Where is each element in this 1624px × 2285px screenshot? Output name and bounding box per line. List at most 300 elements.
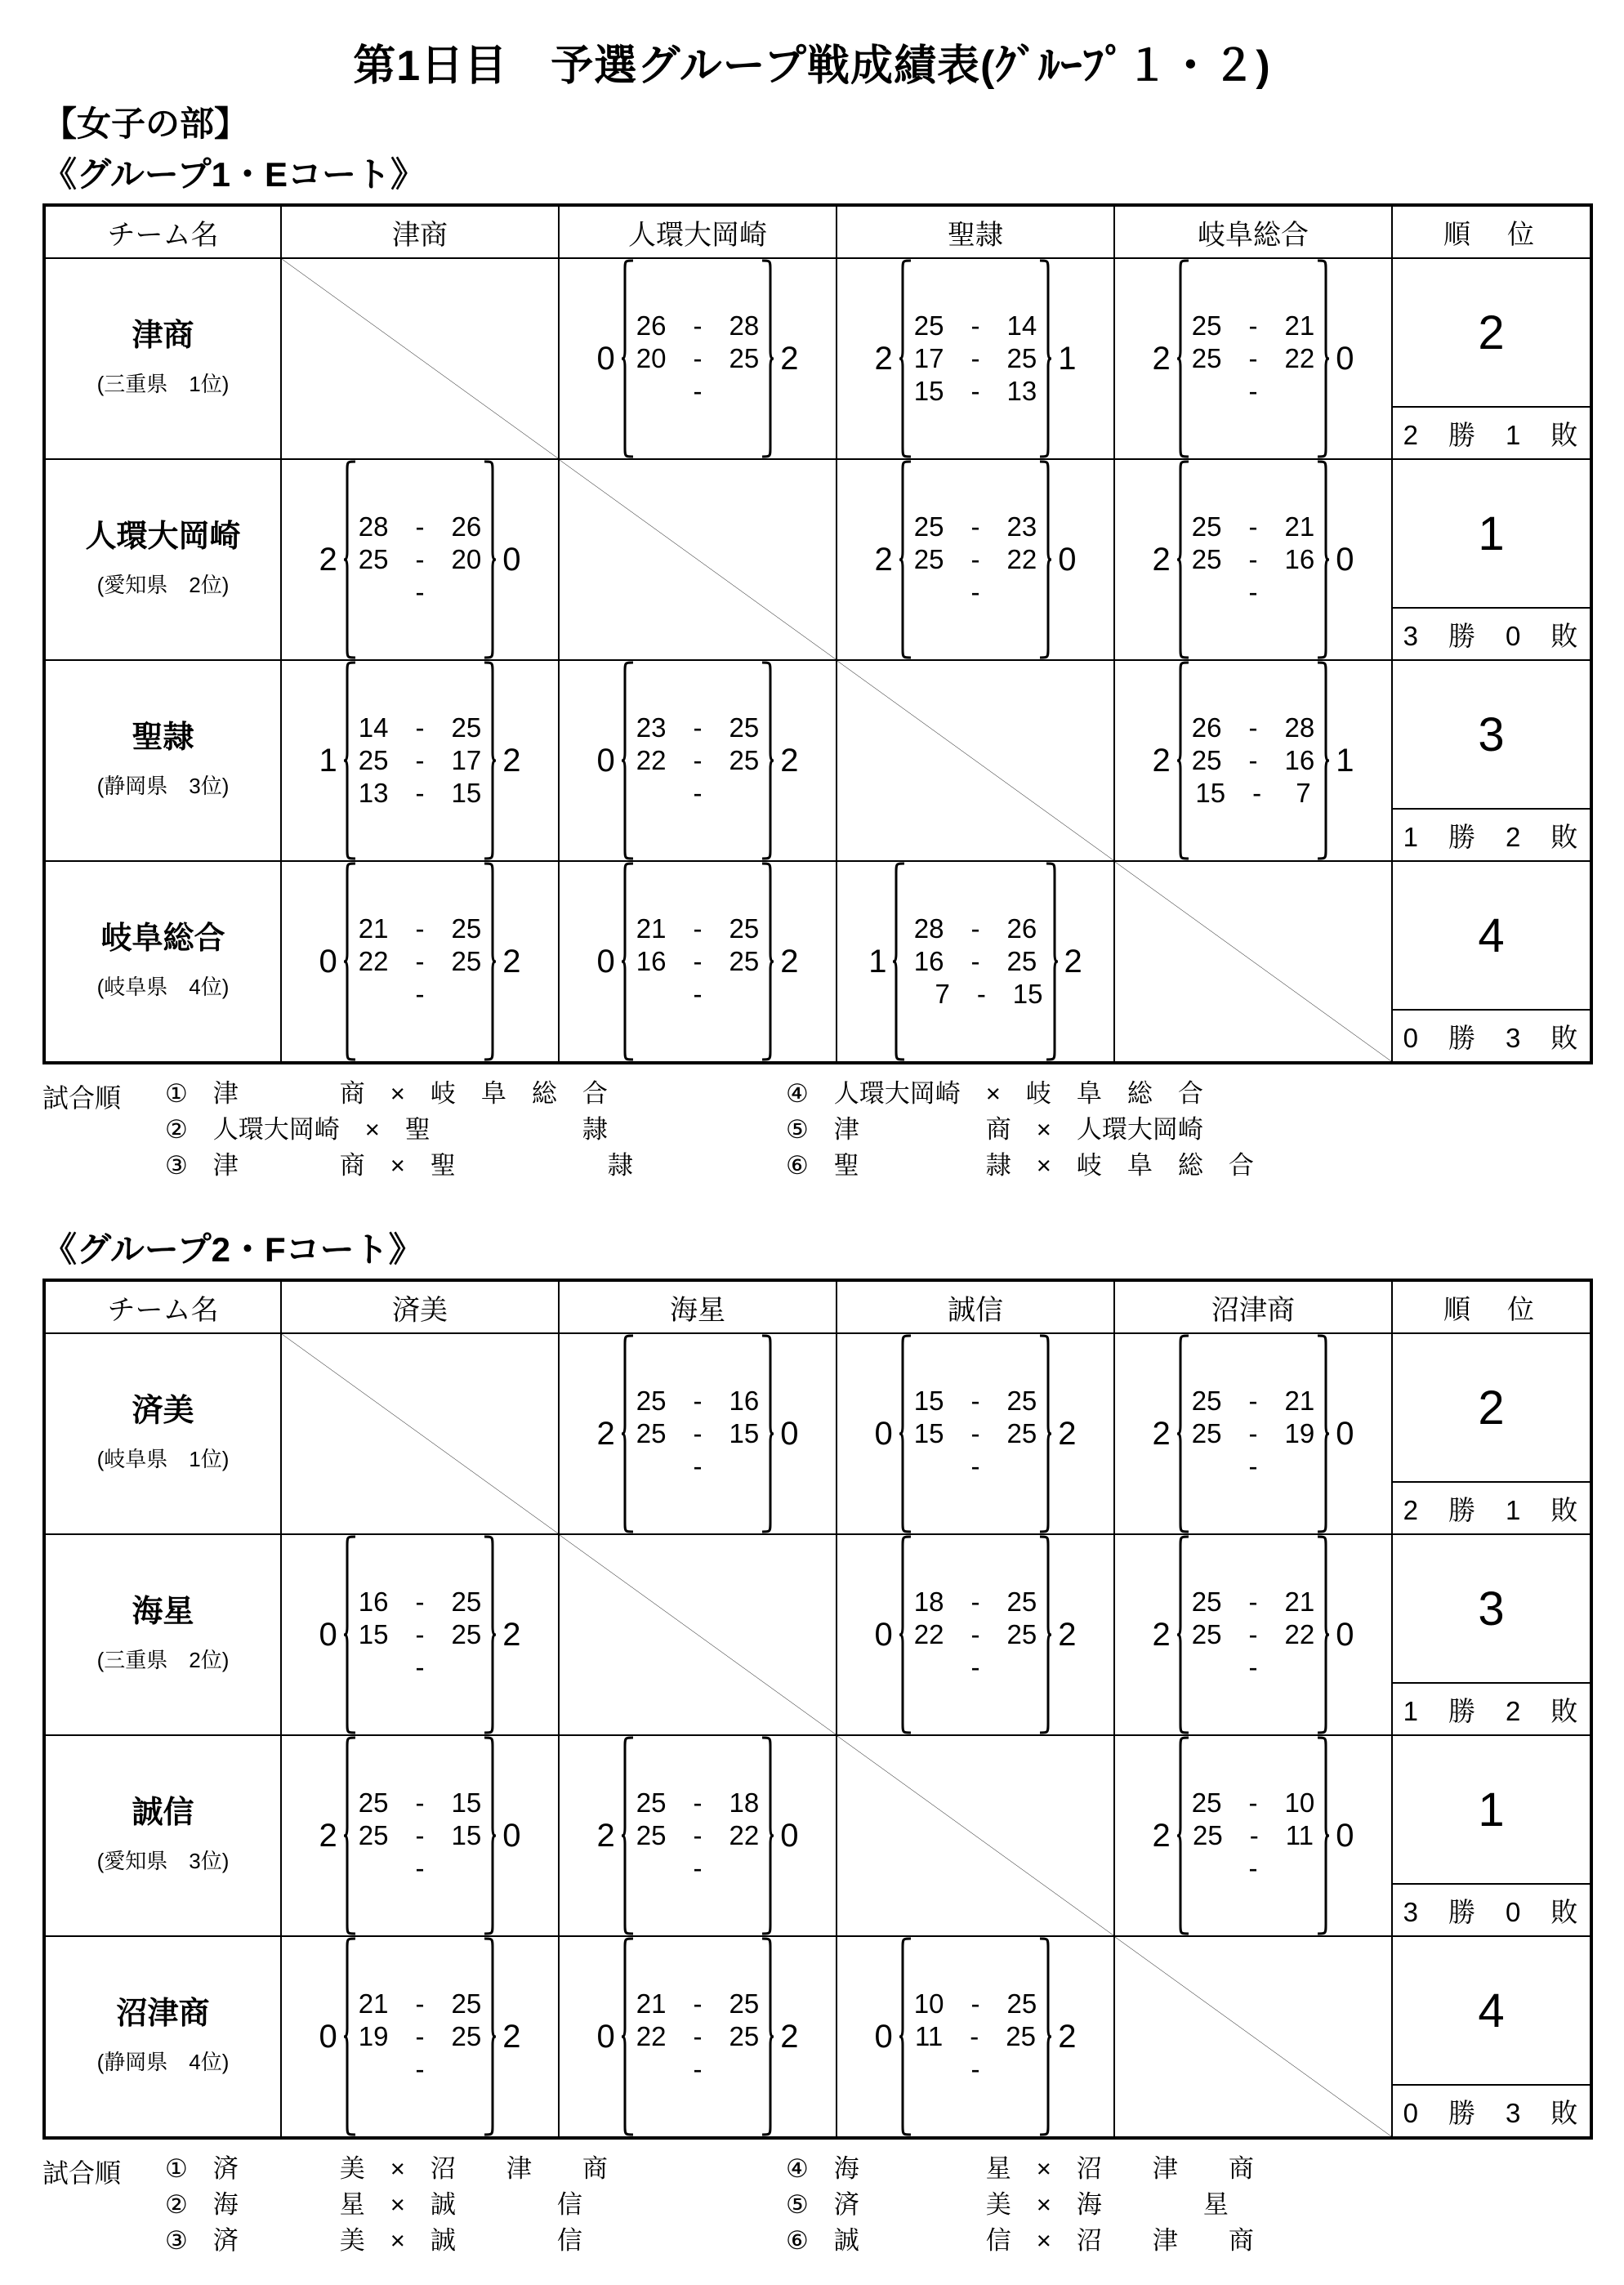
bracket-right-icon	[761, 1736, 775, 1935]
set-score-line: 22 - 25	[636, 2020, 760, 2051]
set-score-line: -	[917, 577, 1034, 608]
set-score-line: -	[361, 979, 479, 1010]
set-score-line: 16 - 25	[636, 945, 760, 976]
set-score-line: 16 - 25	[358, 1586, 482, 1617]
set-scores	[1190, 661, 1316, 860]
set-score-line: 21 - 25	[636, 1988, 760, 2019]
rank-number: 1	[1393, 1736, 1590, 1885]
set-score-line: 25 - 21	[1191, 1385, 1315, 1416]
sets-won-away: 0	[1336, 1818, 1354, 1854]
set-scores	[357, 1736, 483, 1935]
match-result-cell	[281, 1534, 559, 1735]
match-result-cell	[559, 660, 837, 861]
set-score-line: 25 - 16	[636, 1385, 760, 1416]
sets-won-away: 0	[1336, 1416, 1354, 1453]
set-score-line: 19 - 25	[358, 2020, 482, 2051]
match-order-item: ③ 津 商 × 聖 隷	[165, 1151, 633, 1180]
set-score-line: 25 - 23	[913, 511, 1037, 542]
sets-won-away: 0	[1336, 1617, 1354, 1654]
match-order-label: 試合順	[42, 2158, 122, 2189]
set-scores	[1190, 460, 1316, 659]
team-cell	[44, 861, 281, 1063]
team-cell	[44, 459, 281, 660]
bracket-right-icon	[761, 1937, 775, 2136]
group-2-match-order	[42, 2151, 1582, 2259]
sets-won-away: 0	[1058, 542, 1077, 578]
team-prefecture: (愛知県 3位)	[96, 1849, 230, 1874]
set-score-line: 21 - 25	[358, 913, 482, 944]
set-scores	[635, 661, 761, 860]
sets-won-home: 0	[874, 2019, 893, 2055]
team-name: 人環大岡崎	[85, 519, 241, 554]
team-prefecture: (岐阜県 1位)	[96, 1447, 230, 1472]
team-cell	[44, 660, 281, 861]
team-name: 済美	[132, 1393, 194, 1428]
bracket-left-icon	[342, 862, 357, 1061]
bracket-left-icon	[1176, 661, 1190, 860]
team-cell	[44, 1735, 281, 1936]
set-score-line: 17 - 25	[913, 342, 1037, 373]
set-scores	[635, 1937, 761, 2136]
set-scores	[1190, 1736, 1316, 1935]
sets-won-away: 2	[1058, 1416, 1077, 1453]
sets-won-home: 0	[596, 743, 615, 779]
set-scores	[635, 1334, 761, 1533]
match-result-cell	[559, 1333, 837, 1534]
set-scores	[912, 1535, 1038, 1734]
set-scores	[912, 1334, 1038, 1533]
match-order-item: ① 津 商 × 岐 阜 総 合	[165, 1079, 608, 1108]
diagonal-cell	[281, 258, 559, 459]
sets-won-home: 2	[1152, 1818, 1171, 1854]
set-scores	[357, 862, 483, 1061]
bracket-left-icon	[620, 1937, 635, 2136]
header-team: チーム名	[44, 205, 281, 258]
bracket-left-icon	[898, 460, 912, 659]
set-score-line: 26 - 28	[636, 310, 760, 341]
sets-won-away: 2	[502, 2019, 521, 2055]
sets-won-away: 2	[1064, 944, 1082, 980]
set-score-line: 22 - 25	[358, 945, 482, 976]
set-score-line: -	[361, 1853, 479, 1884]
match-result-cell	[837, 1534, 1114, 1735]
sets-won-home: 2	[596, 1818, 615, 1854]
team-name: 海星	[132, 1594, 194, 1629]
bracket-left-icon	[898, 1937, 912, 2136]
bracket-left-icon	[1176, 1334, 1190, 1533]
set-score-line: 23 - 25	[636, 712, 760, 743]
bracket-right-icon	[1038, 460, 1053, 659]
set-scores	[635, 259, 761, 458]
diagonal-cell	[281, 1333, 559, 1534]
match-result-cell	[1114, 459, 1392, 660]
rank-cell	[1392, 1534, 1591, 1735]
match-result-cell	[559, 1936, 837, 2138]
win-loss-record: 1 勝 2 敗	[1403, 1695, 1580, 1726]
set-scores	[357, 661, 483, 860]
sets-won-away: 0	[780, 1416, 799, 1453]
set-score-line: 10 - 25	[913, 1988, 1037, 2019]
team-name: 聖隷	[132, 720, 194, 755]
bracket-right-icon	[1038, 259, 1053, 458]
match-result-cell	[837, 1936, 1114, 2138]
match-order-right	[786, 2151, 1407, 2259]
sets-won-home: 2	[1152, 1617, 1171, 1654]
match-order-left	[165, 2151, 786, 2259]
set-score-line: 25 - 11	[1193, 1819, 1314, 1850]
sets-won-home: 2	[1152, 542, 1171, 578]
win-loss-record: 0 勝 3 敗	[1403, 2097, 1580, 2128]
sets-won-home: 1	[868, 944, 887, 980]
set-score-line: 16 - 25	[913, 945, 1037, 976]
set-score-line: -	[639, 1451, 756, 1482]
rank-cell	[1392, 660, 1591, 861]
set-scores	[1190, 1535, 1316, 1734]
table-row	[44, 459, 1591, 660]
section-label: 【女子の部】	[42, 105, 249, 143]
set-score-line: -	[361, 2054, 479, 2085]
set-score-line: -	[917, 1451, 1034, 1482]
set-score-line: -	[361, 1652, 479, 1683]
set-score-line: 25 - 18	[636, 1787, 760, 1818]
set-scores	[1190, 1334, 1316, 1533]
sets-won-home: 2	[1152, 743, 1171, 779]
diagonal-cell	[1114, 861, 1392, 1063]
set-score-line: 25 - 21	[1191, 1586, 1315, 1617]
set-scores	[635, 1736, 761, 1935]
set-score-line: 25 - 22	[1191, 342, 1315, 373]
set-score-line: -	[639, 979, 756, 1010]
set-score-line: -	[1194, 577, 1312, 608]
sets-won-away: 1	[1336, 743, 1354, 779]
sets-won-away: 2	[502, 743, 521, 779]
match-result-cell	[1114, 1333, 1392, 1534]
bracket-left-icon	[1176, 1736, 1190, 1935]
match-result-cell	[1114, 258, 1392, 459]
group-1-table	[42, 203, 1593, 1064]
sets-won-home: 0	[874, 1617, 893, 1654]
match-order-item: ⑤ 津 商 × 人環大岡崎	[786, 1115, 1203, 1145]
bracket-right-icon	[1038, 1535, 1053, 1734]
sets-won-away: 2	[502, 1617, 521, 1654]
table-row	[44, 258, 1591, 459]
sets-won-away: 0	[1336, 341, 1354, 377]
sets-won-away: 0	[780, 1818, 799, 1854]
set-score-line: 25 - 22	[913, 543, 1037, 574]
bracket-right-icon	[1316, 661, 1331, 860]
table-row	[44, 660, 1591, 861]
match-order-item: ⑥ 誠 信 × 沼 津 商	[786, 2226, 1254, 2256]
group-1-body	[44, 258, 1591, 1063]
win-loss-record: 0 勝 3 敗	[1403, 1022, 1580, 1053]
match-result-cell	[1114, 1534, 1392, 1735]
rank-cell	[1392, 258, 1591, 459]
bracket-left-icon	[342, 1535, 357, 1734]
match-result-cell	[559, 861, 837, 1063]
set-score-line: 15 - 25	[358, 1618, 482, 1649]
table-header-row	[44, 1280, 1591, 1333]
match-result-cell	[559, 1735, 837, 1936]
bracket-right-icon	[483, 661, 497, 860]
match-result-cell	[1114, 1735, 1392, 1936]
set-score-line: 25 - 20	[358, 543, 482, 574]
rank-cell	[1392, 1333, 1591, 1534]
rank-number: 2	[1393, 259, 1590, 408]
set-scores	[357, 460, 483, 659]
team-prefecture: (岐阜県 4位)	[96, 975, 230, 1000]
bracket-right-icon	[1316, 1535, 1331, 1734]
set-score-line: 11 - 25	[915, 2020, 1036, 2051]
bracket-left-icon	[898, 1535, 912, 1734]
set-score-line: 25 - 16	[1191, 744, 1315, 775]
bracket-right-icon	[1045, 862, 1060, 1061]
bracket-left-icon	[620, 1736, 635, 1935]
bracket-right-icon	[761, 862, 775, 1061]
match-order-label: 試合順	[42, 1083, 122, 1113]
set-score-line: 15 - 25	[913, 1417, 1037, 1448]
bracket-left-icon	[891, 862, 906, 1061]
sets-won-away: 0	[1336, 542, 1354, 578]
set-score-line: 15 - 25	[913, 1385, 1037, 1416]
sets-won-away: 2	[502, 944, 521, 980]
table-row	[44, 1936, 1591, 2138]
header-opponent-4: 岐阜総合	[1114, 205, 1392, 258]
set-score-line: 28 - 26	[913, 913, 1037, 944]
diagonal-cell	[559, 1534, 837, 1735]
set-score-line: 25 - 15	[358, 1819, 482, 1850]
sets-won-home: 0	[319, 2019, 337, 2055]
sets-won-home: 0	[874, 1416, 893, 1453]
sets-won-home: 0	[319, 944, 337, 980]
match-result-cell	[281, 660, 559, 861]
sets-won-away: 2	[780, 743, 799, 779]
team-cell	[44, 1936, 281, 2138]
match-order-left	[165, 1076, 786, 1184]
match-order-item: ② 人環大岡崎 × 聖 隷	[165, 1115, 608, 1145]
set-scores	[635, 862, 761, 1061]
set-scores	[906, 862, 1044, 1061]
bracket-right-icon	[483, 1535, 497, 1734]
match-order-item: ④ 人環大岡崎 × 岐 阜 総 合	[786, 1079, 1203, 1108]
sets-won-home: 0	[596, 341, 615, 377]
table-header-row	[44, 205, 1591, 258]
sets-won-away: 2	[780, 2019, 799, 2055]
bracket-right-icon	[1316, 460, 1331, 659]
table-row	[44, 1735, 1591, 1936]
set-score-line: -	[1194, 376, 1312, 407]
match-result-cell	[281, 459, 559, 660]
group-1-label: 《グループ1・Eコート》	[42, 155, 426, 194]
set-score-line: 28 - 26	[358, 511, 482, 542]
header-opponent-2: 海星	[559, 1280, 837, 1333]
table-row	[44, 861, 1591, 1063]
header-opponent-3: 誠信	[837, 1280, 1114, 1333]
set-score-line: 25 - 21	[1191, 511, 1315, 542]
rank-number: 3	[1393, 661, 1590, 810]
set-score-line: 26 - 28	[1191, 712, 1315, 743]
bracket-right-icon	[1316, 259, 1331, 458]
set-score-line: -	[1194, 1652, 1312, 1683]
match-order-item: ① 済 美 × 沼 津 商	[165, 2154, 608, 2184]
win-loss-record: 3 勝 0 敗	[1403, 620, 1580, 651]
sets-won-home: 2	[1152, 341, 1171, 377]
win-loss-record: 2 勝 1 敗	[1403, 419, 1580, 450]
match-result-cell	[837, 459, 1114, 660]
team-prefecture: (三重県 1位)	[96, 372, 230, 397]
bracket-left-icon	[342, 460, 357, 659]
sets-won-away: 2	[1058, 1617, 1077, 1654]
sets-won-home: 0	[319, 1617, 337, 1654]
bracket-left-icon	[620, 259, 635, 458]
group-2-body	[44, 1333, 1591, 2138]
set-score-line: 20 - 25	[636, 342, 760, 373]
set-score-line: 13 - 15	[358, 778, 482, 809]
team-prefecture: (三重県 2位)	[96, 1648, 230, 1673]
set-scores	[912, 259, 1038, 458]
diagonal-cell	[1114, 1936, 1392, 2138]
sets-won-away: 2	[780, 944, 799, 980]
sets-won-away: 1	[1058, 341, 1077, 377]
team-name: 誠信	[132, 1795, 194, 1830]
bracket-right-icon	[761, 1334, 775, 1533]
set-score-line: 25 - 15	[358, 1787, 482, 1818]
header-rank: 順 位	[1392, 205, 1591, 258]
match-result-cell	[281, 861, 559, 1063]
bracket-right-icon	[761, 661, 775, 860]
set-score-line: 25 - 15	[636, 1417, 760, 1448]
set-scores	[357, 1535, 483, 1734]
sets-won-home: 2	[319, 1818, 337, 1854]
bracket-left-icon	[342, 1937, 357, 2136]
rank-cell	[1392, 861, 1591, 1063]
bracket-right-icon	[483, 1937, 497, 2136]
set-score-line: 18 - 25	[913, 1586, 1037, 1617]
set-score-line: 14 - 25	[358, 712, 482, 743]
set-score-line: 7 - 15	[908, 979, 1043, 1010]
set-score-line: 25 - 22	[1191, 1618, 1315, 1649]
match-result-cell	[281, 1936, 559, 2138]
bracket-left-icon	[342, 1736, 357, 1935]
set-score-line: 25 - 17	[358, 744, 482, 775]
bracket-right-icon	[483, 862, 497, 1061]
set-score-line: 15 - 7	[1195, 778, 1311, 809]
rank-number: 3	[1393, 1535, 1590, 1684]
diagonal-cell	[837, 1735, 1114, 1936]
set-score-line: 25 - 16	[1191, 543, 1315, 574]
team-cell	[44, 1333, 281, 1534]
match-result-cell	[1114, 660, 1392, 861]
bracket-left-icon	[620, 661, 635, 860]
match-result-cell	[837, 861, 1114, 1063]
set-scores	[357, 1937, 483, 2136]
set-score-line: 25 - 22	[636, 1819, 760, 1850]
bracket-left-icon	[898, 1334, 912, 1533]
header-rank: 順 位	[1392, 1280, 1591, 1333]
set-score-line: 25 - 10	[1191, 1787, 1315, 1818]
team-prefecture: (静岡県 4位)	[96, 2050, 230, 2075]
set-score-line: 21 - 25	[358, 1988, 482, 2019]
section-spacer	[42, 1184, 1582, 1221]
header-opponent-1: 津商	[281, 205, 559, 258]
rank-number: 2	[1393, 1334, 1590, 1483]
bracket-right-icon	[1316, 1736, 1331, 1935]
rank-cell	[1392, 1735, 1591, 1936]
header-team: チーム名	[44, 1280, 281, 1333]
set-scores	[912, 1937, 1038, 2136]
sets-won-home: 0	[596, 944, 615, 980]
set-score-line: -	[1194, 1853, 1312, 1884]
sets-won-away: 0	[502, 542, 521, 578]
set-score-line: 21 - 25	[636, 913, 760, 944]
match-order-item: ④ 海 星 × 沼 津 商	[786, 2154, 1254, 2184]
team-prefecture: (愛知県 2位)	[96, 573, 230, 598]
match-result-cell	[559, 258, 837, 459]
sets-won-away: 0	[502, 1818, 521, 1854]
team-prefecture: (静岡県 3位)	[96, 774, 230, 799]
sets-won-away: 2	[780, 341, 799, 377]
group-2-label: 《グループ2・Fコート》	[42, 1230, 423, 1270]
table-row	[44, 1333, 1591, 1534]
set-score-line: 15 - 13	[913, 376, 1037, 407]
sets-won-away: 2	[1058, 2019, 1077, 2055]
win-loss-record: 1 勝 2 敗	[1403, 821, 1580, 852]
bracket-left-icon	[1176, 259, 1190, 458]
sets-won-home: 2	[319, 542, 337, 578]
set-score-line: -	[639, 778, 756, 809]
sets-won-home: 2	[596, 1416, 615, 1453]
bracket-right-icon	[761, 259, 775, 458]
bracket-right-icon	[1316, 1334, 1331, 1533]
win-loss-record: 3 勝 0 敗	[1403, 1896, 1580, 1927]
set-score-line: 22 - 25	[636, 744, 760, 775]
bracket-right-icon	[483, 460, 497, 659]
team-cell	[44, 258, 281, 459]
header-opponent-2: 人環大岡崎	[559, 205, 837, 258]
bracket-left-icon	[898, 259, 912, 458]
header-opponent-4: 沼津商	[1114, 1280, 1392, 1333]
set-score-line: 25 - 19	[1191, 1417, 1315, 1448]
rank-number: 1	[1393, 460, 1590, 609]
rank-cell	[1392, 1936, 1591, 2138]
team-name: 津商	[132, 318, 194, 353]
sets-won-home: 1	[319, 743, 337, 779]
match-result-cell	[837, 258, 1114, 459]
diagonal-cell	[559, 459, 837, 660]
sets-won-home: 0	[596, 2019, 615, 2055]
match-order-item: ⑥ 聖 隷 × 岐 阜 総 合	[786, 1151, 1254, 1180]
team-name: 沼津商	[116, 1996, 210, 2031]
set-score-line: -	[917, 1652, 1034, 1683]
group-2-table	[42, 1279, 1593, 2140]
team-name: 岐阜総合	[100, 921, 225, 956]
page-title: 第1日目 予選グループ戦成績表(ｸﾞﾙｰﾌﾟ１・２)	[353, 42, 1271, 90]
match-order-item: ③ 済 美 × 誠 信	[165, 2226, 582, 2256]
header-opponent-1: 済美	[281, 1280, 559, 1333]
set-score-line: -	[639, 376, 756, 407]
sets-won-home: 2	[1152, 1416, 1171, 1453]
bracket-right-icon	[1038, 1334, 1053, 1533]
set-score-line: 25 - 21	[1191, 310, 1315, 341]
sets-won-home: 2	[874, 341, 893, 377]
table-row	[44, 1534, 1591, 1735]
match-result-cell	[281, 1735, 559, 1936]
set-score-line: -	[639, 1853, 756, 1884]
set-score-line: 22 - 25	[913, 1618, 1037, 1649]
team-cell	[44, 1534, 281, 1735]
bracket-left-icon	[620, 862, 635, 1061]
group-1-match-order	[42, 1076, 1582, 1184]
set-score-line: -	[917, 2054, 1034, 2085]
